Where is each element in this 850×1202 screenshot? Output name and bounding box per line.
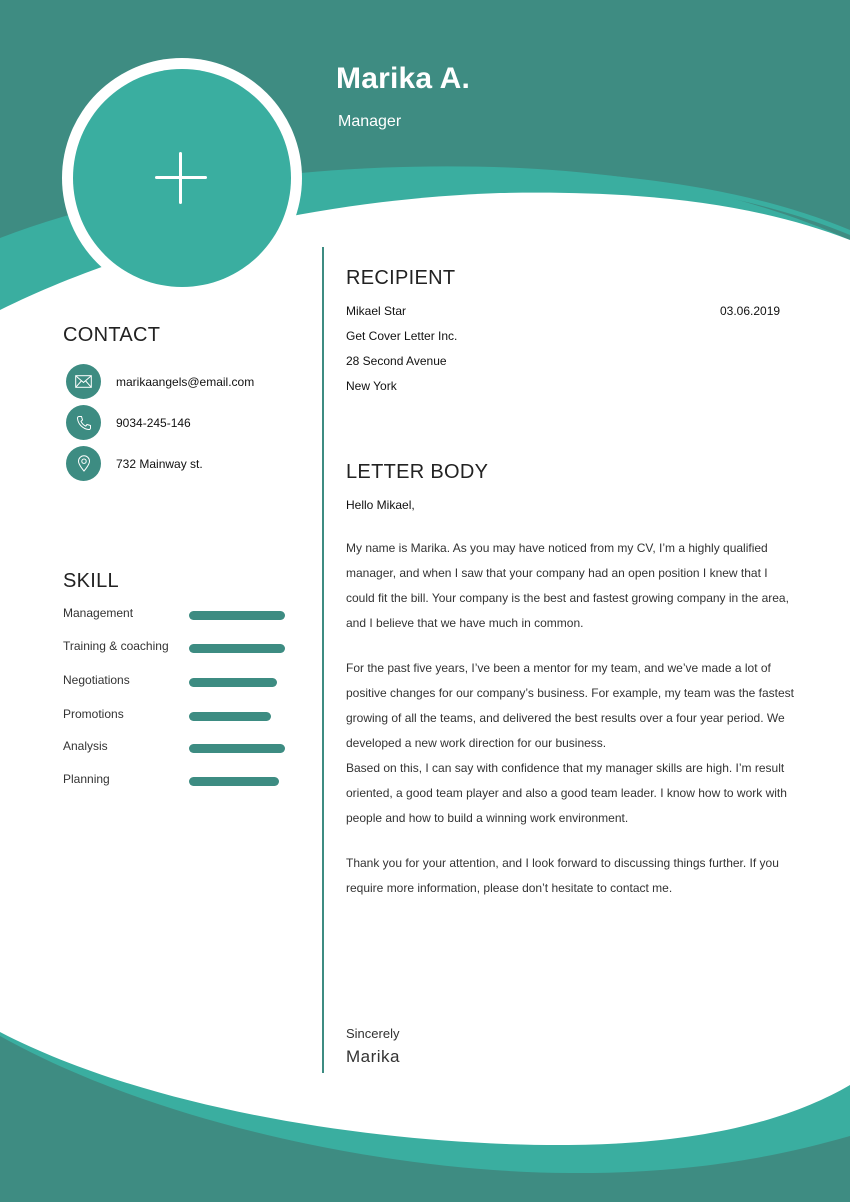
- location-pin-icon: [66, 446, 101, 481]
- recipient-street: 28 Second Avenue: [346, 354, 447, 368]
- skill-label: Management: [63, 606, 134, 620]
- skill-label: Promotions: [63, 707, 124, 721]
- contact-email-text: marikaangels@email.com: [116, 374, 255, 389]
- column-divider: [322, 247, 324, 1073]
- skill-item: [63, 606, 293, 626]
- recipient-name: Mikael Star: [346, 304, 407, 318]
- mail-icon: [66, 364, 101, 399]
- skill-heading: SKILL: [63, 570, 119, 592]
- contact-phone-text: 9034-245-146: [116, 415, 191, 430]
- skill-bar: [189, 744, 285, 753]
- skill-item: [63, 673, 293, 693]
- contact-email: [66, 364, 254, 399]
- skill-bar: [189, 644, 285, 653]
- skill-label: Planning: [63, 772, 110, 786]
- letter-paragraph: Thank you for your attention, and I look forward to discussing things further. If you require more information, please don’t hesitate to contact me.: [346, 856, 779, 895]
- recipient-city: New York: [346, 379, 397, 393]
- skill-label: Negotiations: [63, 673, 130, 687]
- letter-greeting: Hello Mikael,: [346, 498, 415, 512]
- plus-icon: [155, 152, 207, 204]
- skill-bar: [189, 777, 279, 786]
- skill-item: [63, 639, 293, 659]
- letter-body-heading: LETTER BODY: [346, 461, 489, 483]
- letter-paragraph: Based on this, I can say with confidence that my manager skills are high. I’m result oriented, a good team player and also a good team leader. I know how to work with people and how to build a winning work environment.: [346, 761, 787, 825]
- contact-phone: [66, 405, 191, 440]
- contact-address-text: 732 Mainway st.: [116, 456, 203, 471]
- skill-bar: [189, 678, 277, 687]
- skill-item: [63, 707, 293, 727]
- recipient-heading: RECIPIENT: [346, 267, 456, 289]
- phone-icon: [66, 405, 101, 440]
- letter-date: 03.06.2019: [720, 304, 781, 318]
- recipient-company: Get Cover Letter Inc.: [346, 329, 458, 343]
- applicant-role: Manager: [338, 113, 402, 130]
- skill-label: Analysis: [63, 739, 108, 753]
- letter-closing: Sincerely: [346, 1026, 400, 1041]
- skill-item: [63, 772, 293, 792]
- skill-item: [63, 739, 293, 759]
- letter-paragraph: For the past five years, I’ve been a mentor for my team, and we’ve made a lot of positive changes for our company’s business. For example, my team was the fastest growing of all the teams, and delivered the best results over a four year period. We developed a new work direction for our business.: [346, 661, 794, 750]
- skill-label: Training & coaching: [63, 639, 169, 653]
- skill-bar: [189, 611, 285, 620]
- skill-bar: [189, 712, 271, 721]
- contact-address: [66, 446, 203, 481]
- photo-placeholder[interactable]: [73, 69, 291, 287]
- applicant-name: Marika A.: [336, 62, 471, 95]
- letter-paragraph: My name is Marika. As you may have noticed from my CV, I’m a highly qualified manager, and when I saw that your company had an open position I knew that I could fit the bill. Your company is the best and fastest growing company in the area, and I believe that we have much in common.: [346, 541, 789, 630]
- letter-signature: Marika: [346, 1047, 401, 1066]
- contact-heading: CONTACT: [63, 324, 161, 346]
